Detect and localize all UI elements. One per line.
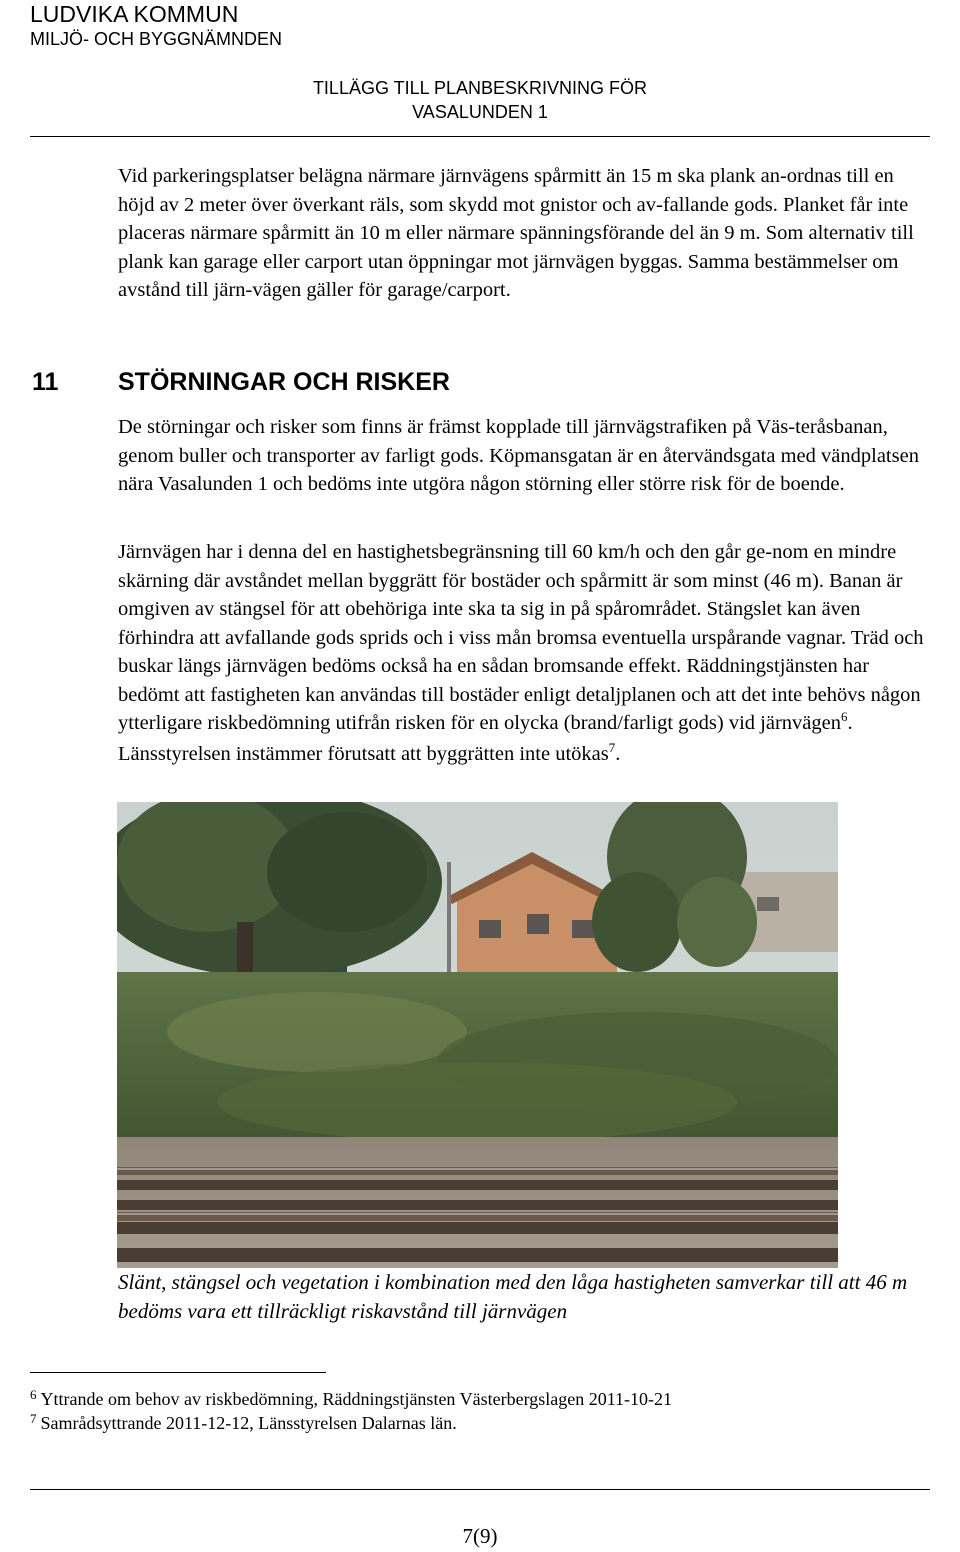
railway-text-part-1: Järnvägen har i denna del en hastighetsbegränsning till 60 km/h och den går ge-nom en mindre skärning där avståndet mellan byggrätt för bostäder och spårmitt är som minst (46 m). Banan är omgiven av stängsel för att obehöriga inte ska ta sig in på spårområdet. Stängslet kan även förhindra att avfallande gods sprids och i viss mån bromsa eventuella urspårande vagnar. Träd och buskar längs järnvägen bedöms också ha en sådan bromsande effekt. Räddningstjänsten har bedömt att fastigheten kan användas till bostäder enligt detaljplanen och att det inte behövs någon ytterligare riskbedömning utifrån risken för en olycka (brand/farligt gods) vid järnvägen xyxy=(118,541,924,734)
railway-photo xyxy=(117,802,838,1268)
footnote-7 xyxy=(30,1411,457,1437)
paragraph-railway xyxy=(118,538,928,770)
footnote-7-text: Samrådsyttrande 2011-12-12, Länsstyrelsen Dalarnas län. xyxy=(40,1413,457,1433)
header-divider xyxy=(30,136,930,137)
section-heading: STÖRNINGAR OCH RISKER xyxy=(118,368,450,396)
footnote-6-number: 6 xyxy=(30,1387,37,1402)
paragraph-parking: Vid parkeringsplatser belägna närmare järnvägens spårmitt än 15 m ska plank an-ordnas till en höjd av 2 meter över överkant räls, som skydd mot gnistor och av-fallande gods. Planket får inte placeras närmare spårmitt än 10 m eller närmare spänningsförande del än 9 m. Som alternativ till plank kan garage eller carport utan öppningar mot järnvägen byggas. Samma bestämmelser om avstånd till järn-vägen gäller för garage/carport. xyxy=(118,165,914,301)
railway-text-part-3: . xyxy=(615,742,621,765)
page-number: 7(9) xyxy=(462,1524,498,1548)
footnote-6-text: Yttrande om behov av riskbedömning, Räddningstjänsten Västerbergslagen 2011-10-21 xyxy=(40,1389,673,1409)
footnote-divider xyxy=(30,1372,326,1373)
footnote-6 xyxy=(30,1387,672,1413)
document-title-line-1: TILLÄGG TILL PLANBESKRIVNING FÖR xyxy=(312,78,648,98)
section-number: 11 xyxy=(32,368,59,396)
figure-caption: Slänt, stängsel och vegetation i kombination med den låga hastigheten samverkar till att 46 m bedöms vara ett tillräckligt riskavstånd till järnvägen xyxy=(118,1270,908,1323)
footer-divider xyxy=(30,1489,930,1490)
footnote-7-number: 7 xyxy=(30,1411,37,1426)
document-title xyxy=(290,76,670,124)
org-name: LUDVIKA KOMMUN xyxy=(30,1,239,27)
footnote-ref-6[interactable]: 6 xyxy=(840,709,848,724)
paragraph-disturbances: De störningar och risker som finns är främst kopplade till järnvägstrafiken på Väs-teråsbanan, genom buller och transporter av farligt gods. Köpmansgatan är en återvändsgata med vändplatsen nära Vasalunden 1 och bedöms inte utgöra någon störning eller större risk för de boende. xyxy=(118,416,919,495)
railway-text-part-2: . Länsstyrelsen instämmer förutsatt att byggrätten inte utökas xyxy=(118,712,853,765)
document-title-line-2: VASALUNDEN 1 xyxy=(412,102,548,122)
footnote-ref-7[interactable]: 7 xyxy=(608,739,616,755)
department-name: MILJÖ- OCH BYGGNÄMNDEN xyxy=(30,29,283,49)
